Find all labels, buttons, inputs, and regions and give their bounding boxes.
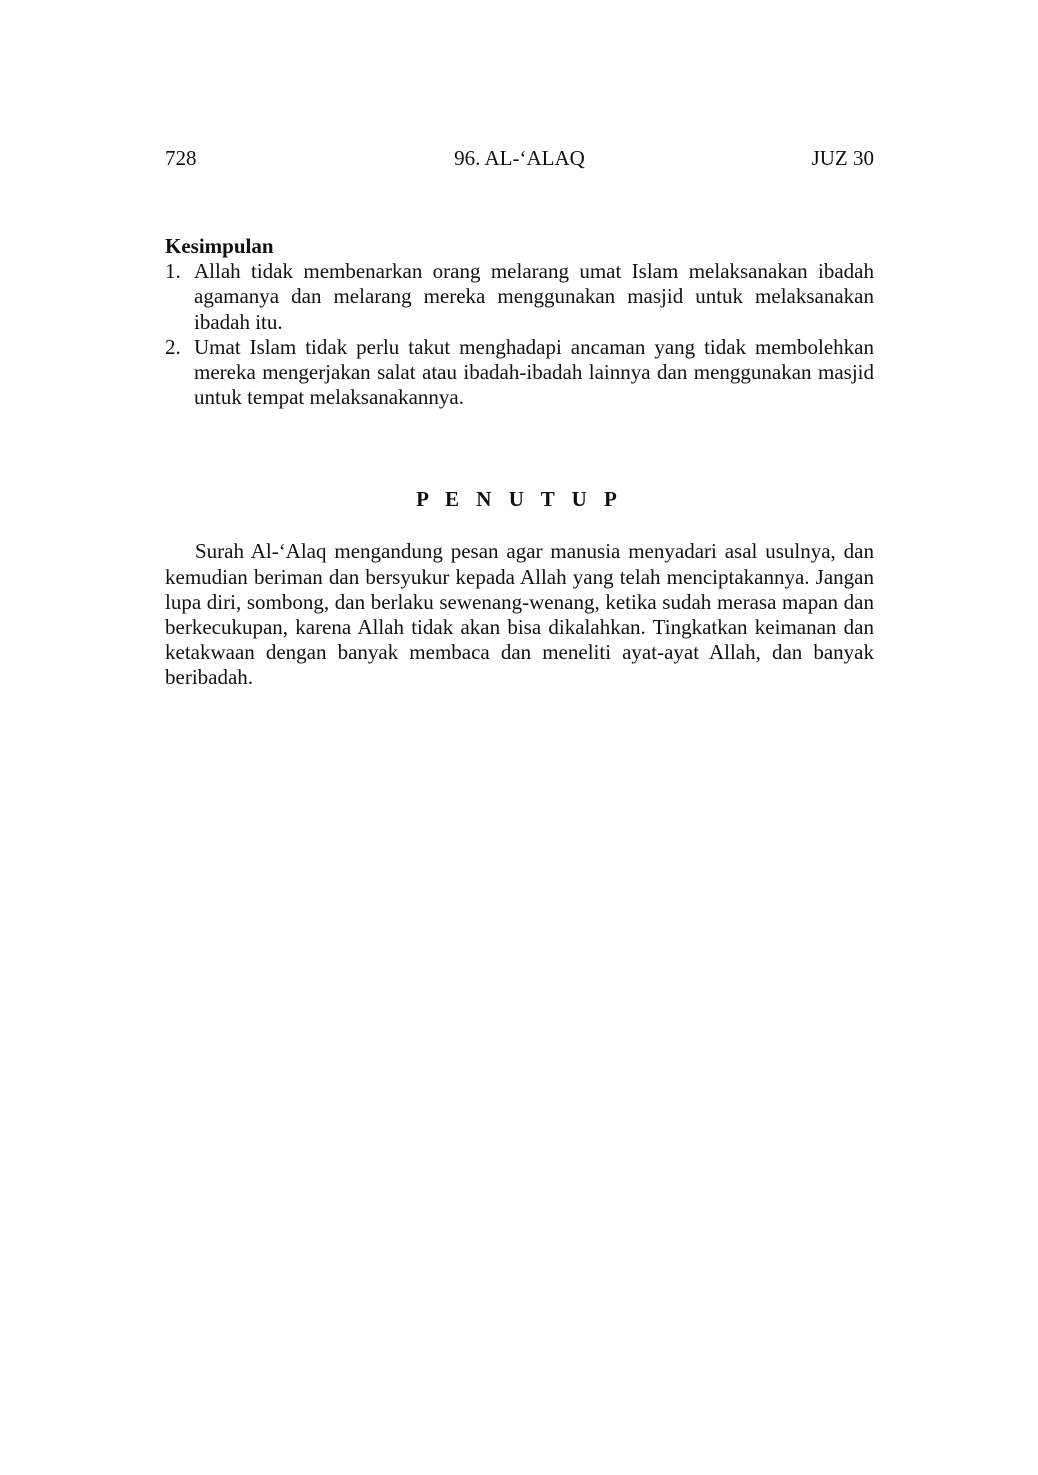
conclusion-item-number: 2.: [165, 334, 181, 359]
conclusion-item: [165, 259, 874, 335]
conclusion-item: [165, 335, 874, 411]
conclusion-item-number: 1.: [165, 259, 181, 284]
conclusion-heading: Kesimpulan: [165, 234, 274, 258]
running-header: [165, 146, 874, 172]
chapter-title: 96. AL-‘ALAQ: [454, 146, 585, 170]
page-content: [165, 234, 874, 691]
juz-label: JUZ 30: [811, 146, 874, 170]
closing-paragraph: Surah Al-‘Alaq mengandung pesan agar manusia menyadari asal usulnya, dan kemudian beriman dan bersyukur kepada Allah yang telah menciptakannya. Jangan lupa diri, sombong, dan berlaku sewenang-wenang, ketika sudah merasa mapan dan berkecukupan, karena Allah tidak akan bisa dikalahkan. Tingkatkan keimanan dan ketakwaan dengan banyak membaca dan meneliti ayat-ayat Allah, dan banyak beribadah.: [165, 539, 874, 690]
conclusion-item-text: Umat Islam tidak perlu takut menghadapi ancaman yang tidak membolehkan mereka mengerjakan salat atau ibadah-ibadah lainnya dan menggunakan masjid untuk tempat melaksanakannya.: [194, 334, 874, 410]
closing-heading: P E N U T U P: [416, 487, 623, 512]
conclusion-item-text: Allah tidak membenarkan orang melarang umat Islam melaksanakan ibadah agamanya dan melarang mereka menggunakan masjid untuk melaksanakan ibadah itu.: [194, 259, 874, 334]
page-number: 728: [165, 146, 197, 170]
conclusion-list: [165, 259, 874, 410]
